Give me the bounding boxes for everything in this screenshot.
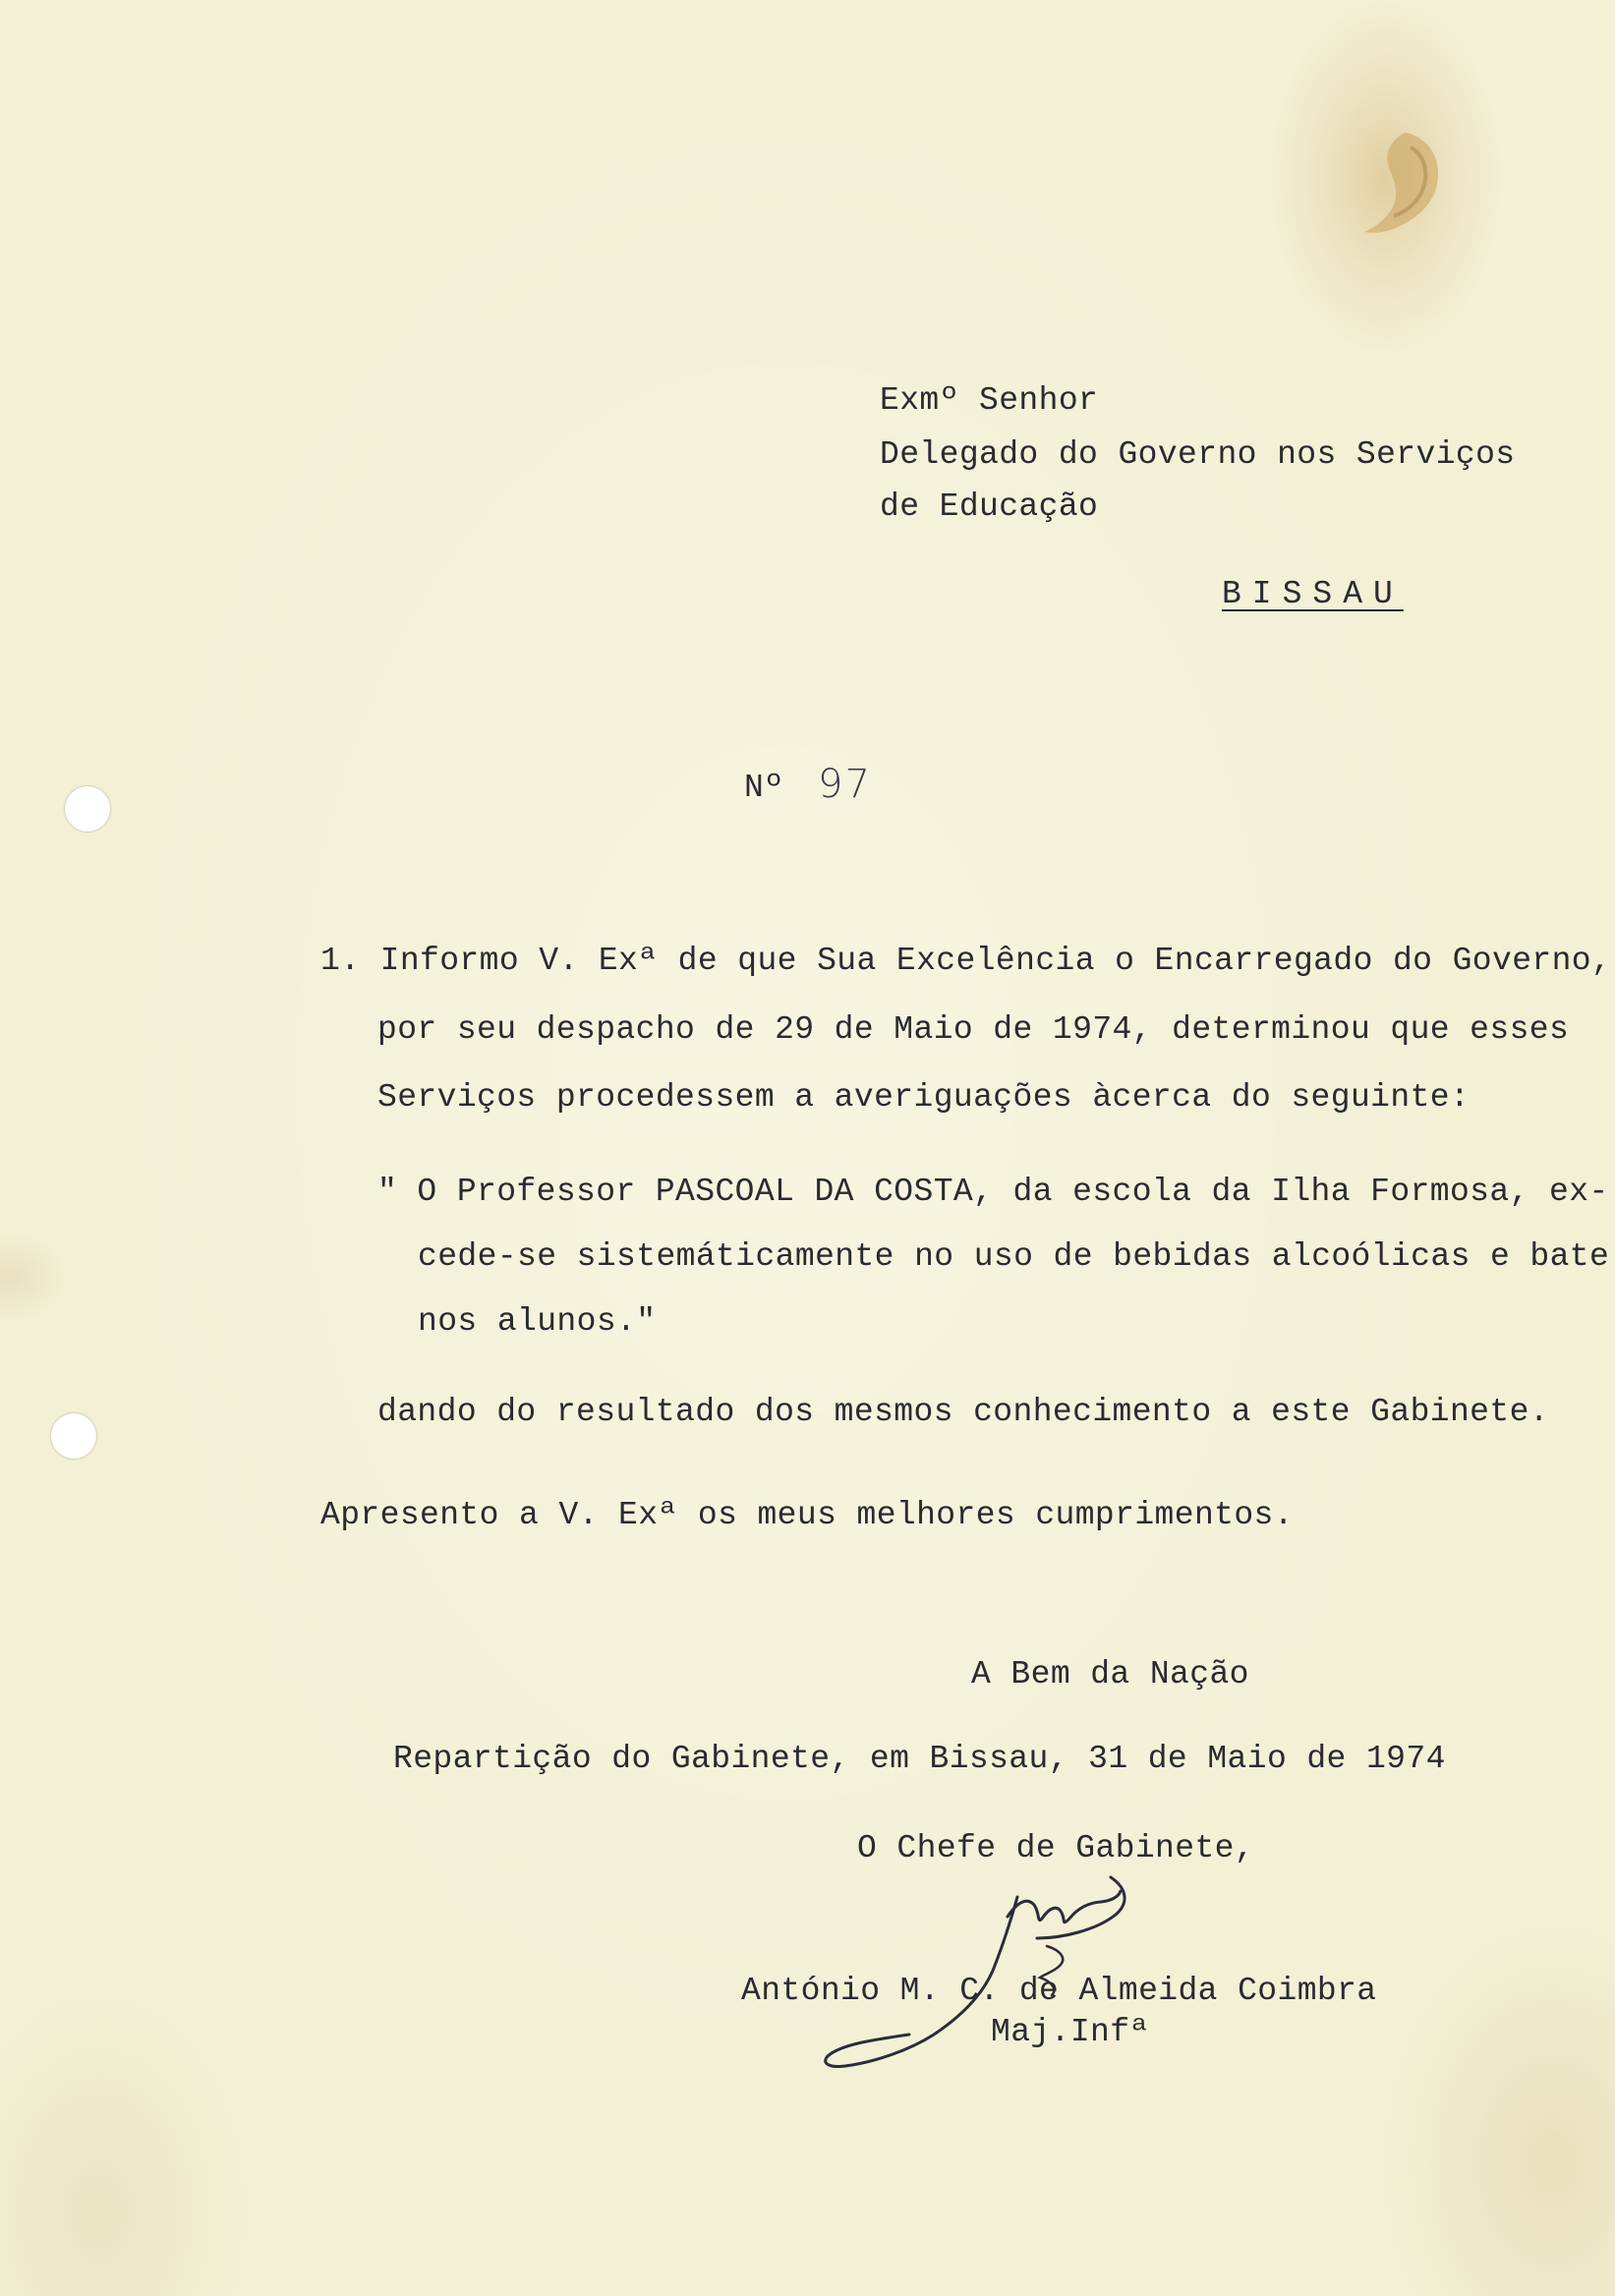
stain-mark [1337, 118, 1474, 246]
punch-hole-bottom [51, 1413, 96, 1459]
place-and-date: Repartição do Gabinete, em Bissau, 31 de Maio de 1974 [393, 1741, 1446, 1777]
document-number-prefix: Nº [744, 770, 784, 806]
signatory-name: António M. C. de Almeida Coimbra [741, 1973, 1377, 2009]
quote-line-1: " O Professor PASCOAL DA COSTA, da escola da Ilha Formosa, ex- [377, 1174, 1609, 1210]
punch-hole-top [65, 786, 110, 832]
signatory-rank: Maj.Infª [991, 2014, 1150, 2050]
signatory-role: O Chefe de Gabinete, [857, 1830, 1255, 1866]
body-paragraph-line-1: 1. Informo V. Exª de que Sua Excelência o Encarregado do Governo, [320, 943, 1612, 979]
body-paragraph-line-4: dando do resultado dos mesmos conhecimento a este Gabinete. [377, 1394, 1549, 1430]
body-paragraph-line-3: Serviços procedessem a averiguações àcerca do seguinte: [377, 1079, 1471, 1116]
addressee-city: BISSAU [1222, 576, 1404, 612]
motto: A Bem da Nação [971, 1656, 1249, 1693]
addressee-department: de Educação [880, 488, 1099, 525]
addressee-title: Delegado do Governo nos Serviços [880, 436, 1516, 473]
quote-line-3: nos alunos." [418, 1303, 657, 1340]
quote-line-2: cede-se sistemáticamente no uso de bebidas alcoólicas e bate [418, 1238, 1610, 1275]
addressee-salutation: Exmº Senhor [880, 382, 1099, 419]
body-paragraph-line-2: por seu despacho de 29 de Maio de 1974, determinou que esses [377, 1011, 1570, 1048]
document-number-handwritten: 97 [818, 762, 872, 807]
closing-greeting: Apresento a V. Exª os meus melhores cumprimentos. [320, 1497, 1294, 1533]
